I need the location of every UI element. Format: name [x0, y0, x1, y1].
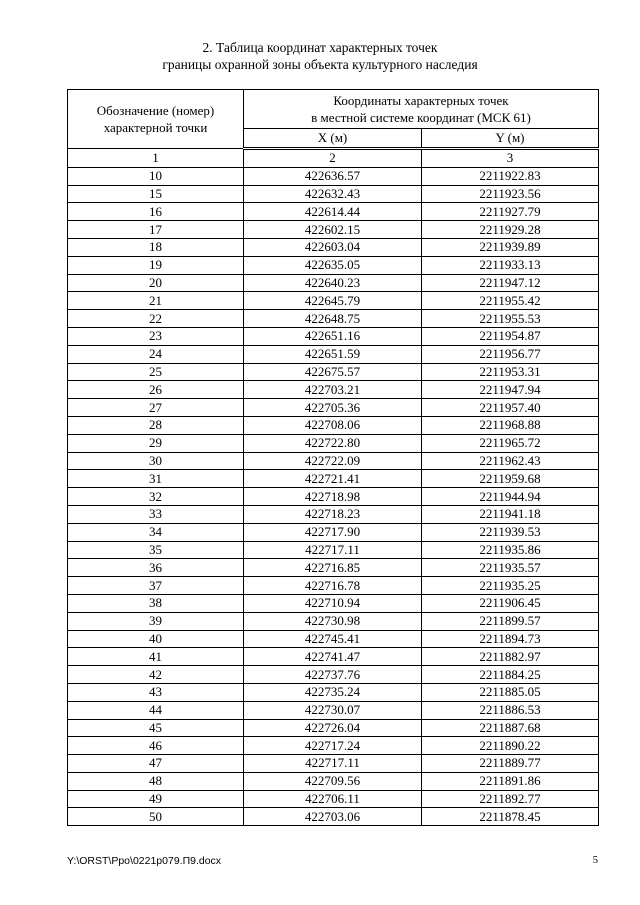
cell-x-coordinate: 422710.94: [244, 594, 422, 612]
cell-point-number: 10: [68, 167, 244, 185]
cell-y-coordinate: 2211935.25: [422, 577, 599, 595]
cell-x-coordinate: 422602.15: [244, 221, 422, 239]
cell-point-number: 19: [68, 256, 244, 274]
cell-point-number: 27: [68, 399, 244, 417]
cell-point-number: 39: [68, 612, 244, 630]
cell-x-coordinate: 422718.98: [244, 488, 422, 506]
cell-y-coordinate: 2211878.45: [422, 808, 599, 826]
cell-x-coordinate: 422708.06: [244, 416, 422, 434]
cell-point-number: 22: [68, 310, 244, 328]
column-number-2: 2: [244, 149, 422, 168]
cell-y-coordinate: 2211923.56: [422, 185, 599, 203]
table-row: [68, 701, 599, 719]
table-row: [68, 505, 599, 523]
table-row: [68, 594, 599, 612]
cell-point-number: 42: [68, 666, 244, 684]
column-number-row: [68, 149, 599, 168]
cell-y-coordinate: 2211935.86: [422, 541, 599, 559]
table-row: [68, 327, 599, 345]
cell-point-number: 23: [68, 327, 244, 345]
cell-x-coordinate: 422722.09: [244, 452, 422, 470]
cell-point-number: 17: [68, 221, 244, 239]
cell-point-number: 18: [68, 238, 244, 256]
table-row: [68, 452, 599, 470]
cell-y-coordinate: 2211882.97: [422, 648, 599, 666]
cell-x-coordinate: 422603.04: [244, 238, 422, 256]
cell-y-coordinate: 2211906.45: [422, 594, 599, 612]
cell-point-number: 26: [68, 381, 244, 399]
cell-point-number: 35: [68, 541, 244, 559]
coordinates-table: [67, 89, 599, 826]
table-row: [68, 292, 599, 310]
cell-point-number: 28: [68, 416, 244, 434]
cell-x-coordinate: 422717.90: [244, 523, 422, 541]
table-row: [68, 345, 599, 363]
cell-y-coordinate: 2211962.43: [422, 452, 599, 470]
header-coordinates-line-1: Координаты характерных точек: [333, 93, 509, 108]
cell-y-coordinate: 2211955.42: [422, 292, 599, 310]
table-row: [68, 630, 599, 648]
table-row: [68, 719, 599, 737]
cell-x-coordinate: 422648.75: [244, 310, 422, 328]
table-row: [68, 577, 599, 595]
cell-x-coordinate: 422716.85: [244, 559, 422, 577]
cell-x-coordinate: 422722.80: [244, 434, 422, 452]
table-row: [68, 363, 599, 381]
cell-x-coordinate: 422737.76: [244, 666, 422, 684]
cell-x-coordinate: 422703.21: [244, 381, 422, 399]
cell-point-number: 21: [68, 292, 244, 310]
cell-x-coordinate: 422745.41: [244, 630, 422, 648]
cell-point-number: 24: [68, 345, 244, 363]
cell-point-number: 49: [68, 790, 244, 808]
cell-x-coordinate: 422651.16: [244, 327, 422, 345]
cell-y-coordinate: 2211968.88: [422, 416, 599, 434]
table-row: [68, 612, 599, 630]
cell-x-coordinate: 422717.11: [244, 755, 422, 773]
cell-y-coordinate: 2211927.79: [422, 203, 599, 221]
cell-point-number: 29: [68, 434, 244, 452]
cell-x-coordinate: 422741.47: [244, 648, 422, 666]
cell-point-number: 50: [68, 808, 244, 826]
footer-page-number: 5: [592, 855, 598, 866]
cell-point-number: 41: [68, 648, 244, 666]
table-row: [68, 541, 599, 559]
table-row: [68, 559, 599, 577]
table-row: [68, 470, 599, 488]
header-point-designation-line-2: характерной точки: [103, 120, 208, 135]
cell-x-coordinate: 422640.23: [244, 274, 422, 292]
cell-y-coordinate: 2211889.77: [422, 755, 599, 773]
cell-point-number: 44: [68, 701, 244, 719]
cell-x-coordinate: 422709.56: [244, 772, 422, 790]
cell-point-number: 34: [68, 523, 244, 541]
table-row: [68, 790, 599, 808]
cell-point-number: 47: [68, 755, 244, 773]
column-number-1: 1: [68, 149, 244, 168]
header-coordinates-line-2: в местной системе координат (МСК 61): [311, 110, 531, 125]
cell-y-coordinate: 2211892.77: [422, 790, 599, 808]
cell-y-coordinate: 2211939.53: [422, 523, 599, 541]
cell-y-coordinate: 2211884.25: [422, 666, 599, 684]
cell-y-coordinate: 2211953.31: [422, 363, 599, 381]
cell-point-number: 46: [68, 737, 244, 755]
cell-y-coordinate: 2211885.05: [422, 683, 599, 701]
header-point-designation-line-1: Обозначение (номер): [96, 103, 215, 118]
cell-point-number: 15: [68, 185, 244, 203]
document-title-line-2: границы охранной зоны объекта культурного наследия: [162, 57, 478, 72]
table-row: [68, 221, 599, 239]
cell-x-coordinate: 422632.43: [244, 185, 422, 203]
cell-point-number: 16: [68, 203, 244, 221]
table-row: [68, 381, 599, 399]
table-row: [68, 185, 599, 203]
cell-y-coordinate: 2211894.73: [422, 630, 599, 648]
cell-point-number: 33: [68, 505, 244, 523]
cell-y-coordinate: 2211941.18: [422, 505, 599, 523]
table-row: [68, 310, 599, 328]
cell-y-coordinate: 2211959.68: [422, 470, 599, 488]
cell-point-number: 31: [68, 470, 244, 488]
cell-y-coordinate: 2211933.13: [422, 256, 599, 274]
table-row: [68, 274, 599, 292]
cell-x-coordinate: 422717.24: [244, 737, 422, 755]
cell-y-coordinate: 2211956.77: [422, 345, 599, 363]
table-row: [68, 523, 599, 541]
document-title-line-1: 2. Таблица координат характерных точек: [202, 40, 438, 55]
cell-x-coordinate: 422706.11: [244, 790, 422, 808]
cell-x-coordinate: 422730.07: [244, 701, 422, 719]
cell-point-number: 38: [68, 594, 244, 612]
cell-y-coordinate: 2211957.40: [422, 399, 599, 417]
table-row: [68, 737, 599, 755]
header-coordinates: [244, 90, 599, 129]
cell-y-coordinate: 2211947.12: [422, 274, 599, 292]
table-row: [68, 416, 599, 434]
cell-y-coordinate: 2211947.94: [422, 381, 599, 399]
header-y: Y (м): [422, 129, 599, 149]
cell-point-number: 45: [68, 719, 244, 737]
table-row: [68, 238, 599, 256]
cell-x-coordinate: 422735.24: [244, 683, 422, 701]
cell-y-coordinate: 2211929.28: [422, 221, 599, 239]
cell-y-coordinate: 2211965.72: [422, 434, 599, 452]
cell-x-coordinate: 422730.98: [244, 612, 422, 630]
cell-point-number: 37: [68, 577, 244, 595]
header-point-designation: [68, 90, 244, 149]
table-row: [68, 399, 599, 417]
cell-y-coordinate: 2211922.83: [422, 167, 599, 185]
table-row: [68, 488, 599, 506]
table-row: [68, 666, 599, 684]
cell-point-number: 20: [68, 274, 244, 292]
cell-x-coordinate: 422614.44: [244, 203, 422, 221]
header-x: X (м): [244, 129, 422, 149]
cell-y-coordinate: 2211886.53: [422, 701, 599, 719]
cell-x-coordinate: 422716.78: [244, 577, 422, 595]
cell-y-coordinate: 2211899.57: [422, 612, 599, 630]
cell-y-coordinate: 2211935.57: [422, 559, 599, 577]
cell-y-coordinate: 2211939.89: [422, 238, 599, 256]
cell-y-coordinate: 2211887.68: [422, 719, 599, 737]
cell-x-coordinate: 422721.41: [244, 470, 422, 488]
cell-y-coordinate: 2211954.87: [422, 327, 599, 345]
cell-y-coordinate: 2211890.22: [422, 737, 599, 755]
table-row: [68, 256, 599, 274]
cell-x-coordinate: 422675.57: [244, 363, 422, 381]
cell-y-coordinate: 2211944.94: [422, 488, 599, 506]
cell-y-coordinate: 2211955.53: [422, 310, 599, 328]
table-row: [68, 167, 599, 185]
cell-x-coordinate: 422717.11: [244, 541, 422, 559]
table-row: [68, 648, 599, 666]
cell-x-coordinate: 422703.06: [244, 808, 422, 826]
cell-x-coordinate: 422726.04: [244, 719, 422, 737]
table-row: [68, 755, 599, 773]
cell-point-number: 43: [68, 683, 244, 701]
cell-x-coordinate: 422651.59: [244, 345, 422, 363]
cell-x-coordinate: 422718.23: [244, 505, 422, 523]
column-number-3: 3: [422, 149, 599, 168]
cell-x-coordinate: 422635.05: [244, 256, 422, 274]
cell-point-number: 25: [68, 363, 244, 381]
cell-x-coordinate: 422636.57: [244, 167, 422, 185]
table-row: [68, 683, 599, 701]
table-header-row: [68, 90, 599, 129]
table-row: [68, 434, 599, 452]
cell-point-number: 48: [68, 772, 244, 790]
table-row: [68, 203, 599, 221]
table-row: [68, 808, 599, 826]
cell-x-coordinate: 422645.79: [244, 292, 422, 310]
cell-point-number: 30: [68, 452, 244, 470]
cell-point-number: 40: [68, 630, 244, 648]
cell-y-coordinate: 2211891.86: [422, 772, 599, 790]
footer-file-path: Y:\ORST\Ppo\0221p079.П9.docx: [67, 855, 222, 867]
cell-point-number: 32: [68, 488, 244, 506]
table-row: [68, 772, 599, 790]
cell-point-number: 36: [68, 559, 244, 577]
cell-x-coordinate: 422705.36: [244, 399, 422, 417]
